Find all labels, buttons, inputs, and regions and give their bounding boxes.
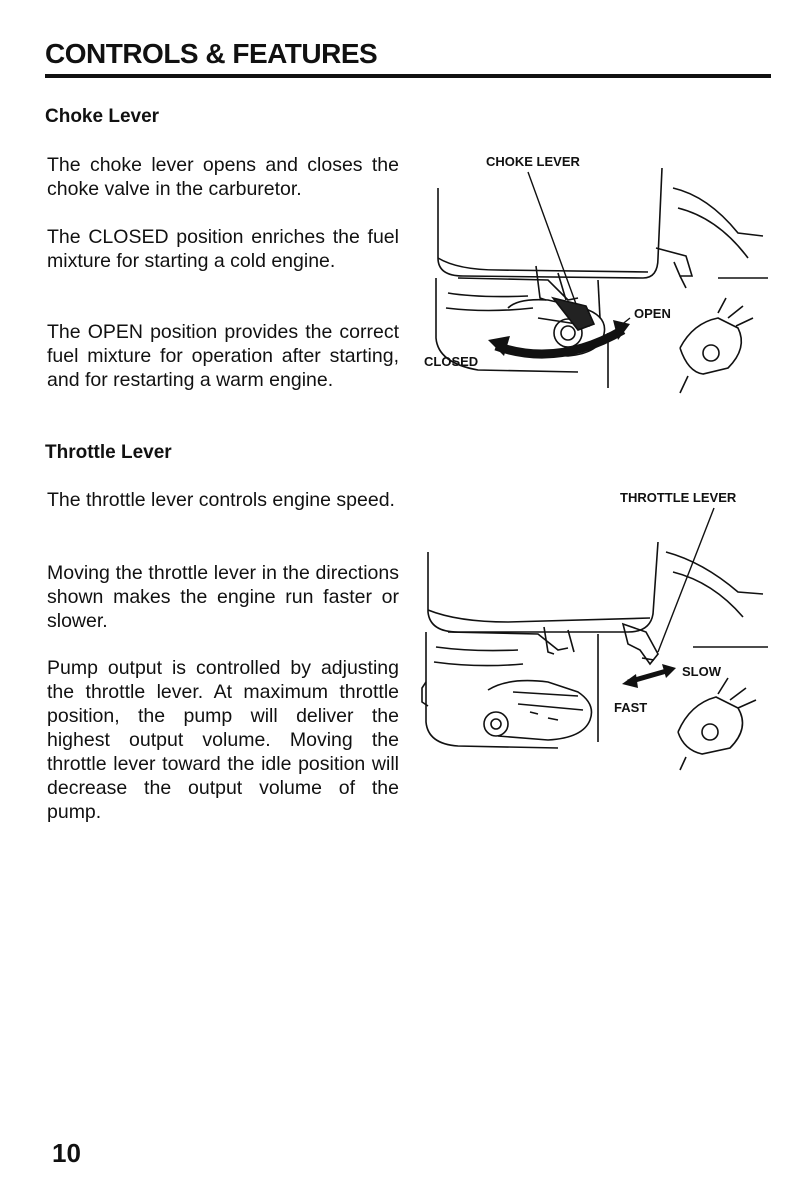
throttle-lever-illustration xyxy=(418,482,778,772)
throttle-lever-heading: Throttle Lever xyxy=(45,442,172,463)
fast-position-label: FAST xyxy=(614,700,648,715)
open-position-label: OPEN xyxy=(634,306,671,321)
throttle-paragraph-2: Moving the throttle lever in the directions shown makes the engine run faster or slower. xyxy=(47,562,399,632)
page-number: 10 xyxy=(52,1138,81,1168)
page-title: CONTROLS & FEATURES xyxy=(45,38,378,69)
throttle-lever-label: THROTTLE LEVER xyxy=(620,490,737,505)
throttle-paragraph-3: Pump output is controlled by adjusting the throttle lever. At maximum throttle position, the pump will deliver the highest output volume. Moving the throttle lever toward the idle position will decrease the output volume of the pump. xyxy=(47,657,399,823)
closed-position-label: CLOSED xyxy=(424,354,479,369)
slow-position-label: SLOW xyxy=(682,664,721,679)
throttle-paragraph-1: The throttle lever controls engine speed. xyxy=(47,489,395,511)
choke-paragraph-3: The OPEN position provides the correct fuel mixture for operation after starting, and for restarting a warm engine. xyxy=(47,321,399,391)
throttle-lever-figure xyxy=(418,482,778,772)
choke-paragraph-1: The choke lever opens and closes the choke valve in the carburetor. xyxy=(47,154,399,200)
choke-paragraph-2: The CLOSED position enriches the fuel mixture for starting a cold engine. xyxy=(47,226,399,272)
title-rule xyxy=(45,74,771,78)
choke-lever-label: CHOKE LEVER xyxy=(486,154,580,169)
choke-lever-figure xyxy=(418,148,778,398)
choke-lever-heading: Choke Lever xyxy=(45,106,160,127)
